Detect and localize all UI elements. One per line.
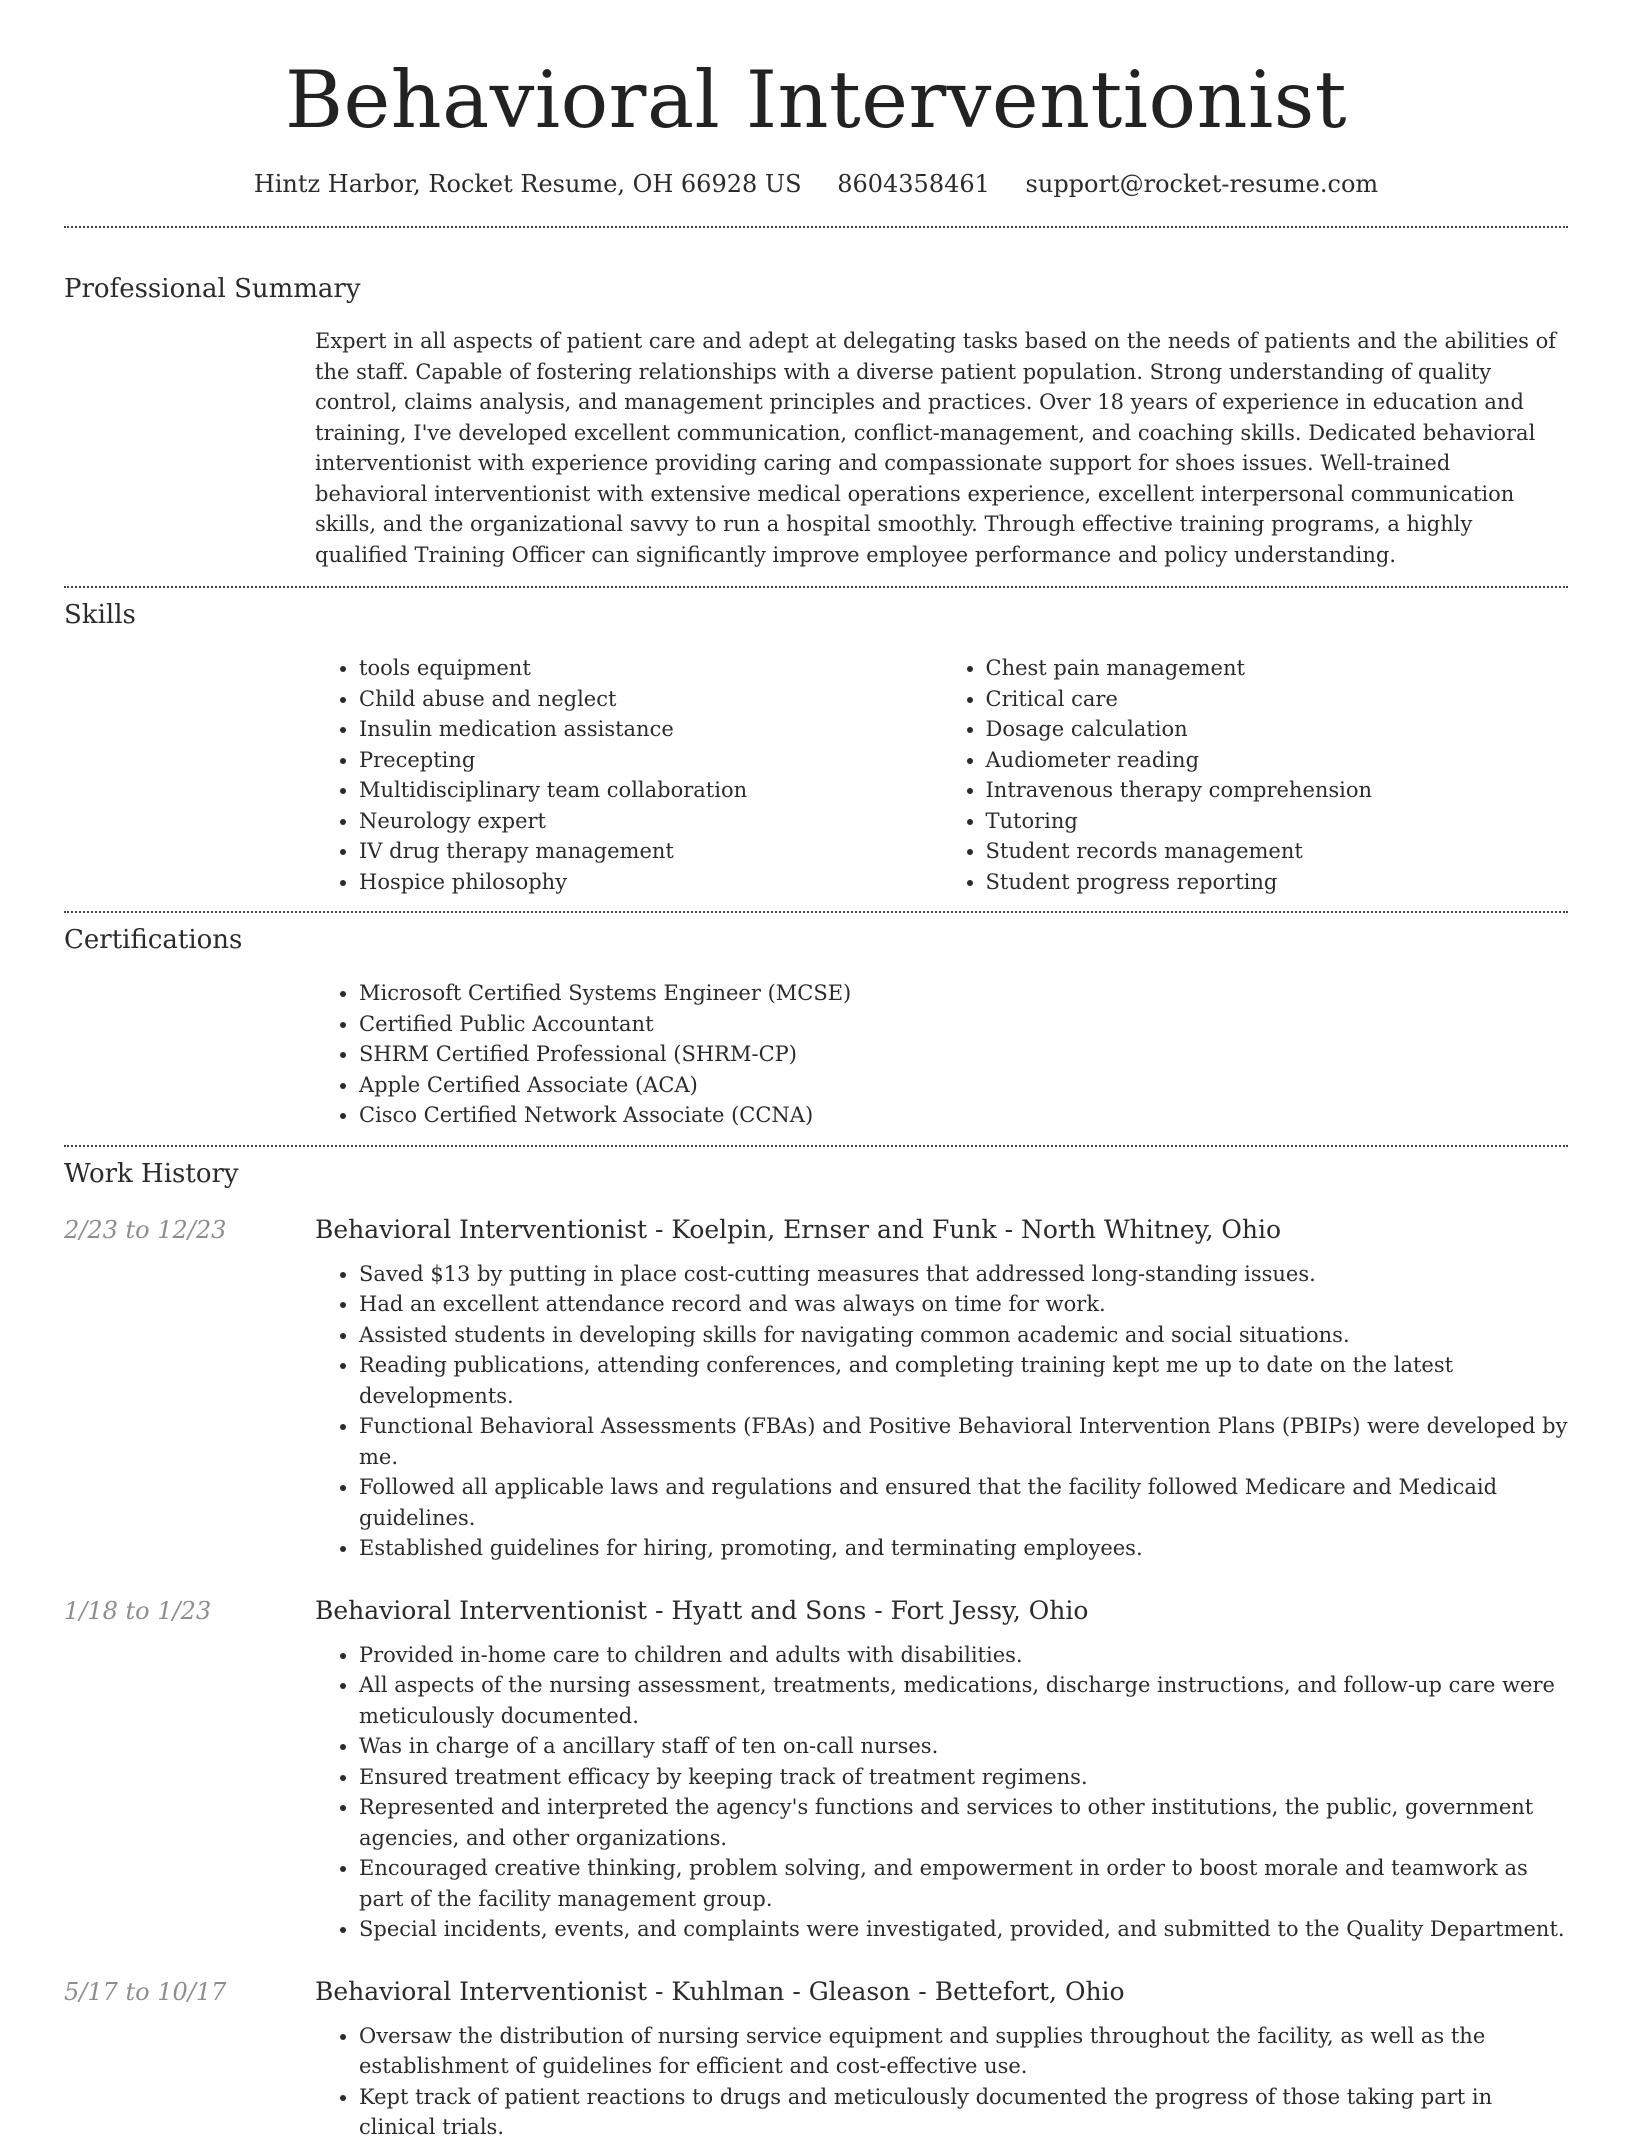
skill-item: • Chest pain management xyxy=(986,653,1569,684)
certifications-body xyxy=(315,978,1568,1131)
job-bullets xyxy=(315,1640,1568,1945)
job-bullet: • Had an excellent attendance record and was always on time for work. xyxy=(359,1289,1568,1320)
job-details xyxy=(315,1259,1568,1564)
certification-item: • Microsoft Certified Systems Engineer (MCSE) xyxy=(359,978,1568,1009)
skill-item: • Neurology expert xyxy=(359,806,942,837)
resume-page xyxy=(64,0,1568,2143)
skill-item: • Precepting xyxy=(359,745,942,776)
skill-item: • Child abuse and neglect xyxy=(359,684,942,715)
skills-list-left xyxy=(315,653,942,897)
job-entry xyxy=(64,1975,1568,2143)
job-bullet: • Oversaw the distribution of nursing service equipment and supplies throughout the facility, as well as the establishment of guidelines for efficient and cost-effective use. xyxy=(359,2021,1568,2082)
job-bullets xyxy=(315,2021,1568,2143)
divider xyxy=(64,1145,1568,1147)
job-entry xyxy=(64,1213,1568,1564)
job-bullet: • Established guidelines for hiring, promoting, and terminating employees. xyxy=(359,1533,1568,1564)
job-details xyxy=(315,1640,1568,1945)
job-details xyxy=(315,2021,1568,2143)
work-history-heading: Work History xyxy=(64,1158,239,1189)
job-bullet: • Followed all applicable laws and regulations and ensured that the facility followed Medicare and Medicaid guidelines. xyxy=(359,1472,1568,1533)
skills-columns xyxy=(315,653,1568,897)
job-header xyxy=(64,1213,1568,1247)
certifications-list xyxy=(315,978,1568,1131)
certification-item: • SHRM Certified Professional (SHRM-CP) xyxy=(359,1039,1568,1070)
certification-item: • Certified Public Accountant xyxy=(359,1009,1568,1040)
job-dates: 1/18 to 1/23 xyxy=(64,1596,212,1625)
job-header xyxy=(64,1594,1568,1628)
skills-body xyxy=(315,653,1568,897)
summary-text: Expert in all aspects of patient care and adept at delegating tasks based on the needs of patients and the abilities of the staff. Capable of fostering relationships with a diverse patient population. Strong understanding of quality control, claims analysis, and management principles and practices. Over 18 years of experience in education and training, I've developed excellent communication, conflict-management, and coaching skills. Dedicated behavioral interventionist with experience providing caring and compassionate support for shoes issues. Well-trained behavioral interventionist with extensive medical operations experience, excellent interpersonal communication skills, and the organizational savvy to run a hospital smoothly. Through effective training programs, a highly qualified Training Officer can significantly improve employee performance and policy understanding. xyxy=(315,329,1557,567)
contact-address: Hintz Harbor, Rocket Resume, OH 66928 US xyxy=(253,170,802,198)
skill-item: • Hospice philosophy xyxy=(359,867,942,898)
job-title: Behavioral Interventionist - Hyatt and Sons - Fort Jessy, Ohio xyxy=(315,1595,1089,1625)
job-dates: 5/17 to 10/17 xyxy=(64,1977,227,2006)
job-bullet: • Represented and interpreted the agency's functions and services to other institutions, the public, government agencies, and other organizations. xyxy=(359,1792,1568,1853)
certification-item: • Cisco Certified Network Associate (CCNA) xyxy=(359,1100,1568,1131)
summary-section xyxy=(64,272,1568,570)
job-title: Behavioral Interventionist - Kuhlman - Gleason - Bettefort, Ohio xyxy=(315,1976,1125,2006)
skill-item: • Dosage calculation xyxy=(986,714,1569,745)
job-bullet: • Assisted students in developing skills for navigating common academic and social situations. xyxy=(359,1320,1568,1351)
certification-item: • Apple Certified Associate (ACA) xyxy=(359,1070,1568,1101)
contact-email: support@rocket-resume.com xyxy=(1025,170,1379,198)
job-bullets xyxy=(315,1259,1568,1564)
summary-body xyxy=(315,326,1568,570)
skill-item: • tools equipment xyxy=(359,653,942,684)
skill-item: • Multidisciplinary team collaboration xyxy=(359,775,942,806)
skill-item: • Audiometer reading xyxy=(986,745,1569,776)
job-bullet: • Kept track of patient reactions to drugs and meticulously documented the progress of those taking part in clinical trials. xyxy=(359,2082,1568,2143)
skill-item: • Critical care xyxy=(986,684,1569,715)
skills-section xyxy=(64,598,1568,897)
job-bullet: • Saved $13 by putting in place cost-cutting measures that addressed long-standing issues. xyxy=(359,1259,1568,1290)
job-bullet: • Was in charge of a ancillary staff of ten on-call nurses. xyxy=(359,1731,1568,1762)
job-bullet: • Functional Behavioral Assessments (FBAs) and Positive Behavioral Intervention Plans (PBIPs) were developed by me. xyxy=(359,1411,1568,1472)
skill-item: • Insulin medication assistance xyxy=(359,714,942,745)
candidate-name: Behavioral Interventionist xyxy=(284,54,1348,146)
divider xyxy=(64,226,1568,228)
certifications-heading: Certifications xyxy=(64,925,243,955)
divider xyxy=(64,911,1568,913)
skill-item: • Student records management xyxy=(986,836,1569,867)
work-history-section xyxy=(64,1157,1568,2143)
job-bullet: • Encouraged creative thinking, problem solving, and empowerment in order to boost morale and teamwork as part of the facility management group. xyxy=(359,1853,1568,1914)
job-bullet: • Special incidents, events, and complaints were investigated, provided, and submitted to the Quality Department. xyxy=(359,1914,1568,1945)
job-header xyxy=(64,1975,1568,2009)
job-bullet: • Ensured treatment efficacy by keeping track of treatment regimens. xyxy=(359,1762,1568,1793)
job-bullet: • All aspects of the nursing assessment, treatments, medications, discharge instructions, and follow-up care were meticulously documented. xyxy=(359,1670,1568,1731)
job-bullet: • Reading publications, attending conferences, and completing training kept me up to date on the latest developments. xyxy=(359,1350,1568,1411)
skill-item: • Student progress reporting xyxy=(986,867,1569,898)
skill-item: • Intravenous therapy comprehension xyxy=(986,775,1569,806)
divider xyxy=(64,586,1568,588)
certifications-section xyxy=(64,923,1568,1131)
job-title: Behavioral Interventionist - Koelpin, Ernser and Funk - North Whitney, Ohio xyxy=(315,1214,1282,1244)
summary-heading: Professional Summary xyxy=(64,274,361,304)
job-entry xyxy=(64,1594,1568,1945)
contact-phone: 8604358461 xyxy=(837,170,990,198)
job-dates: 2/23 to 12/23 xyxy=(64,1215,227,1244)
skills-heading: Skills xyxy=(64,600,136,630)
skill-item: • IV drug therapy management xyxy=(359,836,942,867)
skills-list-right xyxy=(942,653,1569,897)
contact-line xyxy=(64,168,1568,200)
skill-item: • Tutoring xyxy=(986,806,1569,837)
job-bullet: • Provided in-home care to children and adults with disabilities. xyxy=(359,1640,1568,1671)
